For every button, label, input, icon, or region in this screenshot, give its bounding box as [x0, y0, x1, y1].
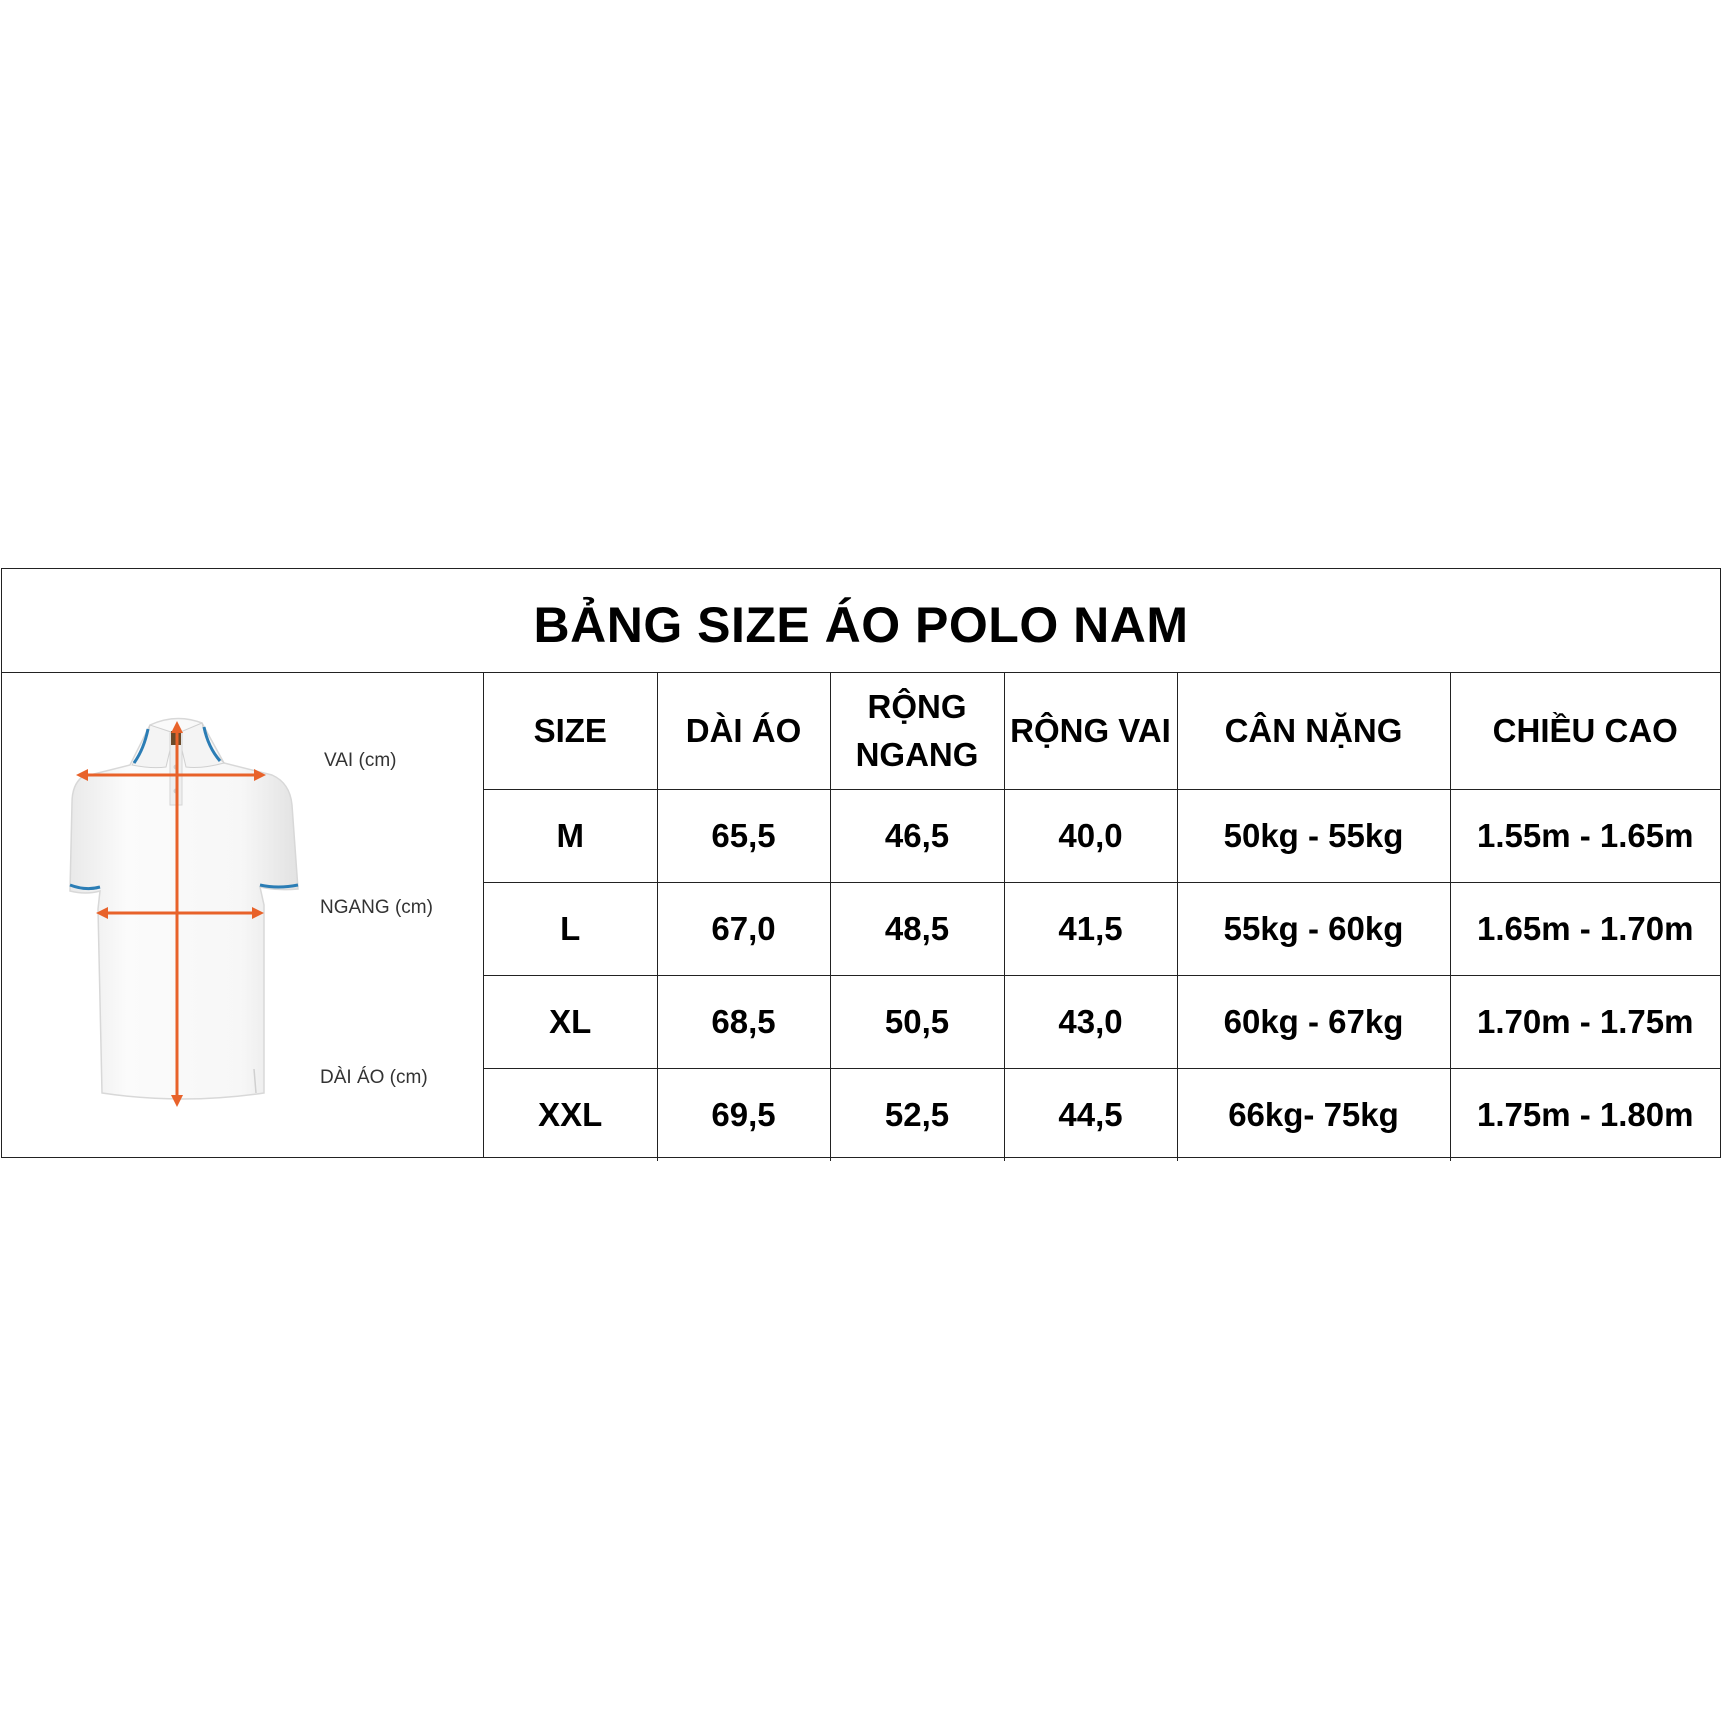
cell-height: 1.65m - 1.70m [1450, 883, 1720, 976]
cell-shoulder: 43,0 [1004, 976, 1177, 1069]
cell-weight: 55kg - 60kg [1177, 883, 1450, 976]
cell-width: 50,5 [830, 976, 1004, 1069]
cell-width: 52,5 [830, 1069, 1004, 1162]
cell-shoulder: 44,5 [1004, 1069, 1177, 1162]
header-shoulder: RỘNG VAI [1004, 673, 1177, 790]
header-width-text: RỘNG NGANG [855, 688, 979, 773]
cell-weight: 60kg - 67kg [1177, 976, 1450, 1069]
cell-weight: 50kg - 55kg [1177, 790, 1450, 883]
cell-length: 69,5 [657, 1069, 830, 1162]
width-label: NGANG (cm) [320, 897, 433, 918]
table-row [484, 883, 1720, 976]
polo-shirt-illustration [2, 673, 484, 1157]
cell-width: 46,5 [830, 790, 1004, 883]
header-width [830, 673, 1004, 790]
cell-shoulder: 41,5 [1004, 883, 1177, 976]
header-row [484, 673, 1720, 790]
cell-weight: 66kg- 75kg [1177, 1069, 1450, 1162]
header-weight: CÂN NẶNG [1177, 673, 1450, 790]
header-size: SIZE [484, 673, 657, 790]
cell-length: 68,5 [657, 976, 830, 1069]
cell-length: 65,5 [657, 790, 830, 883]
polo-measurement-diagram [2, 673, 484, 1157]
cell-size: XXL [484, 1069, 657, 1162]
cell-size: L [484, 883, 657, 976]
table-row [484, 976, 1720, 1069]
cell-height: 1.70m - 1.75m [1450, 976, 1720, 1069]
table-row [484, 1069, 1720, 1162]
length-label: DÀI ÁO (cm) [320, 1067, 428, 1088]
header-height: CHIỀU CAO [1450, 673, 1720, 790]
cell-height: 1.75m - 1.80m [1450, 1069, 1720, 1162]
shoulder-label: VAI (cm) [324, 750, 397, 771]
cell-size: M [484, 790, 657, 883]
cell-shoulder: 40,0 [1004, 790, 1177, 883]
cell-size: XL [484, 976, 657, 1069]
cell-length: 67,0 [657, 883, 830, 976]
title-row [2, 569, 1720, 673]
size-chart-table [1, 568, 1721, 1158]
header-length: DÀI ÁO [657, 673, 830, 790]
chart-title: BẢNG SIZE ÁO POLO NAM [533, 596, 1189, 653]
size-grid [484, 673, 1720, 1161]
cell-height: 1.55m - 1.65m [1450, 790, 1720, 883]
table-row [484, 790, 1720, 883]
cell-width: 48,5 [830, 883, 1004, 976]
